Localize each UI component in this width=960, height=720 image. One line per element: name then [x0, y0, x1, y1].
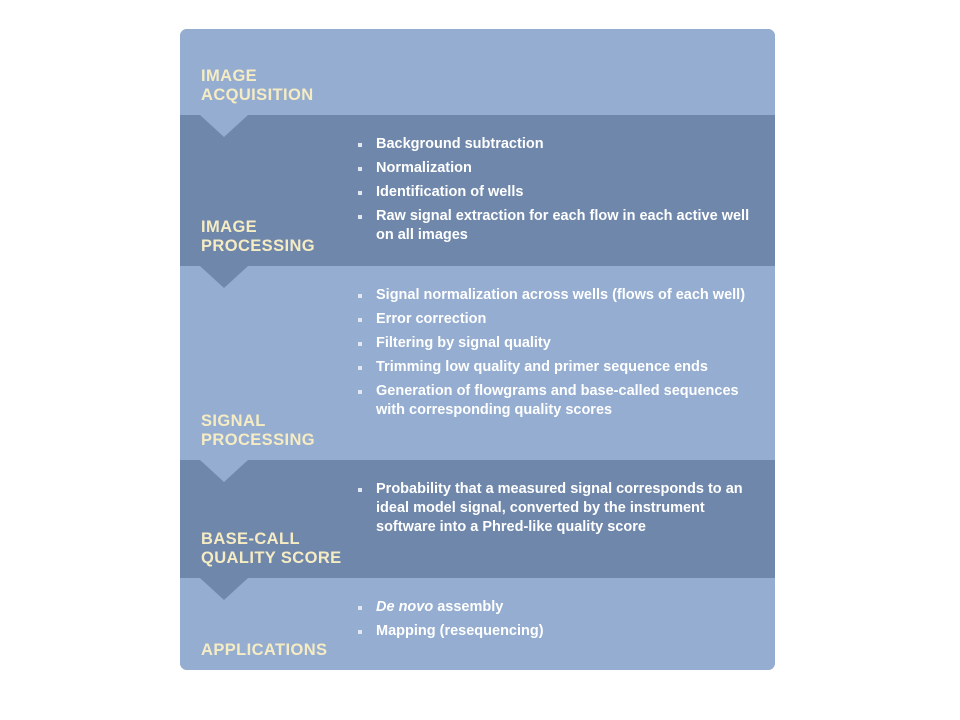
- flow-arrow-icon: [200, 266, 248, 288]
- stage-title: APPLICATIONS: [201, 641, 328, 659]
- list-item: [356, 334, 767, 353]
- bullet-list: [356, 480, 767, 542]
- stage-title: IMAGE PROCESSING: [201, 218, 316, 255]
- bullet-icon: [358, 191, 362, 195]
- list-item: [356, 135, 767, 154]
- flow-arrow-icon: [200, 115, 248, 137]
- bullet-text: Identification of wells: [376, 184, 524, 200]
- bullet-text-italic: De novo: [376, 599, 434, 615]
- bullet-text: Normalization: [376, 160, 472, 176]
- stage-applications: [180, 578, 775, 670]
- bullet-icon: [358, 215, 362, 219]
- workflow-panel: [180, 29, 775, 670]
- bullet-list: [356, 135, 767, 250]
- stage-image-acquisition: [180, 29, 775, 115]
- bullet-icon: [358, 488, 362, 492]
- bullet-text: Trimming low quality and primer sequence ends: [376, 359, 708, 375]
- list-item: [356, 183, 767, 202]
- bullet-icon: [358, 366, 362, 370]
- list-item: [356, 207, 767, 245]
- bullet-icon: [358, 167, 362, 171]
- bullet-text: Filtering by signal quality: [376, 335, 551, 351]
- list-item: [356, 310, 767, 329]
- list-item: [356, 622, 767, 641]
- list-item: [356, 286, 767, 305]
- list-item: [356, 480, 767, 537]
- list-item: [356, 382, 767, 420]
- stage-signal-processing: [180, 266, 775, 460]
- list-item: [356, 159, 767, 178]
- stage-title: IMAGE ACQUISITION: [201, 67, 314, 104]
- flow-arrow-icon: [200, 578, 248, 600]
- stage-title: BASE-CALL QUALITY SCORE: [201, 530, 342, 567]
- bullet-icon: [358, 294, 362, 298]
- bullet-icon: [358, 630, 362, 634]
- stage-base-call-quality-score: [180, 460, 775, 578]
- bullet-text: Error correction: [376, 311, 487, 327]
- bullet-text: Mapping (resequencing): [376, 623, 544, 639]
- flow-arrow-icon: [200, 460, 248, 482]
- bullet-text: Raw signal extraction for each flow in each active well on all images: [376, 208, 750, 243]
- bullet-text: assembly: [433, 599, 504, 615]
- bullet-icon: [358, 143, 362, 147]
- bullet-text: Generation of flowgrams and base-called sequences with corresponding quality scores: [376, 383, 739, 418]
- bullet-icon: [358, 390, 362, 394]
- stage-image-processing: [180, 115, 775, 266]
- bullet-list: [356, 598, 767, 646]
- bullet-icon: [358, 606, 362, 610]
- bullet-icon: [358, 342, 362, 346]
- list-item: [356, 358, 767, 377]
- stage-title: SIGNAL PROCESSING: [201, 412, 316, 449]
- bullet-text: Signal normalization across wells (flows of each well): [376, 287, 746, 303]
- bullet-icon: [358, 318, 362, 322]
- bullet-list: [356, 286, 767, 425]
- bullet-text: Probability that a measured signal corresponds to an ideal model signal, converted by the instrument software into a Phred-like quality score: [376, 481, 743, 535]
- list-item: [356, 598, 767, 617]
- bullet-text: Background subtraction: [376, 136, 544, 152]
